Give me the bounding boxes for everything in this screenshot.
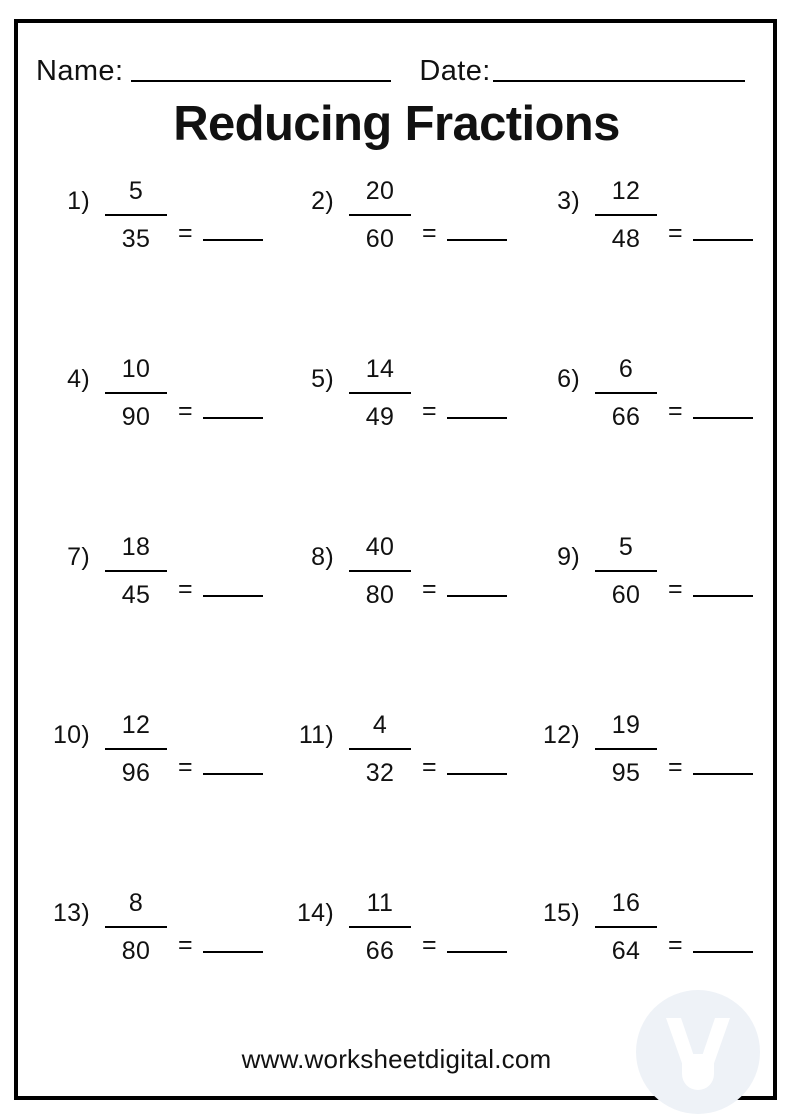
fraction <box>344 888 416 966</box>
date-input[interactable] <box>493 80 745 82</box>
problem-number: 6) <box>557 365 580 393</box>
fraction <box>100 710 172 788</box>
problem-item <box>278 888 520 1066</box>
problem-expression <box>100 532 263 610</box>
problem-number: 8) <box>311 543 334 571</box>
problem-item <box>36 532 278 710</box>
numerator: 5 <box>618 533 634 561</box>
problem-expression <box>344 354 507 432</box>
answer-input[interactable] <box>447 773 507 775</box>
answer-input[interactable] <box>693 417 753 419</box>
answer-input[interactable] <box>447 417 507 419</box>
problem-expression <box>100 888 263 966</box>
numerator: 19 <box>611 711 641 739</box>
numerator: 10 <box>121 355 151 383</box>
answer-input[interactable] <box>447 951 507 953</box>
date-label: Date: <box>419 55 491 87</box>
numerator: 8 <box>128 889 144 917</box>
denominator: 45 <box>121 581 151 609</box>
problem-expression <box>590 354 753 432</box>
answer-input[interactable] <box>203 417 263 419</box>
numerator: 20 <box>365 177 395 205</box>
answer-input[interactable] <box>447 595 507 597</box>
problem-number: 2) <box>311 187 334 215</box>
answer-input[interactable] <box>203 951 263 953</box>
equals-sign: = <box>668 219 683 247</box>
problem-expression <box>590 710 753 788</box>
problem-item <box>36 176 278 354</box>
fraction <box>590 176 662 254</box>
fraction <box>590 888 662 966</box>
problem-expression <box>344 888 507 966</box>
denominator: 66 <box>611 403 641 431</box>
answer-input[interactable] <box>693 595 753 597</box>
problem-number: 4) <box>67 365 90 393</box>
numerator: 40 <box>365 533 395 561</box>
equals-sign: = <box>668 575 683 603</box>
denominator: 80 <box>365 581 395 609</box>
fraction-bar <box>105 748 167 750</box>
equals-sign: = <box>422 219 437 247</box>
fraction <box>100 888 172 966</box>
equals-sign: = <box>422 753 437 781</box>
problem-number: 10) <box>52 721 90 749</box>
problem-expression <box>100 176 263 254</box>
fraction <box>100 176 172 254</box>
problem-expression <box>100 354 263 432</box>
answer-input[interactable] <box>203 595 263 597</box>
denominator: 60 <box>365 225 395 253</box>
equals-sign: = <box>668 397 683 425</box>
problem-row <box>36 176 762 354</box>
numerator: 5 <box>128 177 144 205</box>
denominator: 90 <box>121 403 151 431</box>
problem-expression <box>590 532 753 610</box>
equals-sign: = <box>668 753 683 781</box>
fraction <box>344 532 416 610</box>
problem-expression <box>100 710 263 788</box>
denominator: 64 <box>611 937 641 965</box>
problem-expression <box>590 888 753 966</box>
fraction-bar <box>105 570 167 572</box>
numerator: 12 <box>611 177 641 205</box>
problem-item <box>36 354 278 532</box>
answer-input[interactable] <box>693 239 753 241</box>
problem-number: 11) <box>298 721 334 749</box>
fraction-bar <box>595 748 657 750</box>
footer-url: www.worksheetdigital.com <box>241 1044 552 1074</box>
numerator: 11 <box>366 889 394 917</box>
problem-item <box>520 532 762 710</box>
problem-row <box>36 710 762 888</box>
denominator: 60 <box>611 581 641 609</box>
equals-sign: = <box>668 931 683 959</box>
problem-item <box>520 354 762 532</box>
equals-sign: = <box>178 575 193 603</box>
fraction <box>344 710 416 788</box>
equals-sign: = <box>178 753 193 781</box>
problem-number: 13) <box>52 899 90 927</box>
problem-item <box>520 888 762 1066</box>
fraction-bar <box>595 570 657 572</box>
problem-expression <box>344 710 507 788</box>
problem-grid <box>36 176 762 1066</box>
equals-sign: = <box>422 931 437 959</box>
fraction-bar <box>349 392 411 394</box>
numerator: 14 <box>365 355 395 383</box>
denominator: 66 <box>365 937 395 965</box>
problem-item <box>278 532 520 710</box>
problem-expression <box>344 532 507 610</box>
problem-row <box>36 888 762 1066</box>
problem-number: 12) <box>542 721 580 749</box>
numerator: 4 <box>372 711 388 739</box>
problem-item <box>278 176 520 354</box>
fraction-bar <box>349 748 411 750</box>
answer-input[interactable] <box>447 239 507 241</box>
name-date-header <box>36 44 756 86</box>
denominator: 96 <box>121 759 151 787</box>
problem-number: 9) <box>557 543 580 571</box>
equals-sign: = <box>422 575 437 603</box>
problem-expression <box>590 176 753 254</box>
fraction <box>590 532 662 610</box>
answer-input[interactable] <box>203 773 263 775</box>
fraction <box>344 176 416 254</box>
fraction-bar <box>105 392 167 394</box>
fraction-bar <box>349 214 411 216</box>
problem-item <box>278 354 520 532</box>
problem-item <box>36 888 278 1066</box>
denominator: 32 <box>365 759 395 787</box>
name-input[interactable] <box>131 80 391 82</box>
problem-number: 14) <box>296 899 334 927</box>
fraction-bar <box>595 214 657 216</box>
problem-number: 3) <box>557 187 580 215</box>
answer-input[interactable] <box>693 951 753 953</box>
fraction <box>590 354 662 432</box>
problem-item <box>520 710 762 888</box>
fraction-bar <box>349 926 411 928</box>
numerator: 12 <box>121 711 151 739</box>
problem-expression <box>344 176 507 254</box>
fraction-bar <box>105 214 167 216</box>
fraction <box>100 532 172 610</box>
denominator: 95 <box>611 759 641 787</box>
answer-input[interactable] <box>203 239 263 241</box>
denominator: 35 <box>121 225 151 253</box>
fraction-bar <box>349 570 411 572</box>
numerator: 16 <box>611 889 641 917</box>
denominator: 49 <box>365 403 395 431</box>
fraction <box>100 354 172 432</box>
fraction <box>344 354 416 432</box>
problem-number: 7) <box>67 543 90 571</box>
fraction-bar <box>595 926 657 928</box>
problem-item <box>520 176 762 354</box>
fraction-bar <box>595 392 657 394</box>
problem-row <box>36 354 762 532</box>
equals-sign: = <box>178 219 193 247</box>
problem-number: 1) <box>67 187 90 215</box>
numerator: 18 <box>121 533 151 561</box>
denominator: 48 <box>611 225 641 253</box>
fraction-bar <box>105 926 167 928</box>
problem-number: 5) <box>311 365 334 393</box>
equals-sign: = <box>178 931 193 959</box>
problem-item <box>36 710 278 888</box>
answer-input[interactable] <box>693 773 753 775</box>
fraction <box>590 710 662 788</box>
equals-sign: = <box>422 397 437 425</box>
denominator: 80 <box>121 937 151 965</box>
name-label: Name: <box>36 55 124 87</box>
page-title: Reducing Fractions <box>173 97 620 151</box>
numerator: 6 <box>618 355 634 383</box>
problem-item <box>278 710 520 888</box>
equals-sign: = <box>178 397 193 425</box>
problem-row <box>36 532 762 710</box>
problem-number: 15) <box>542 899 580 927</box>
